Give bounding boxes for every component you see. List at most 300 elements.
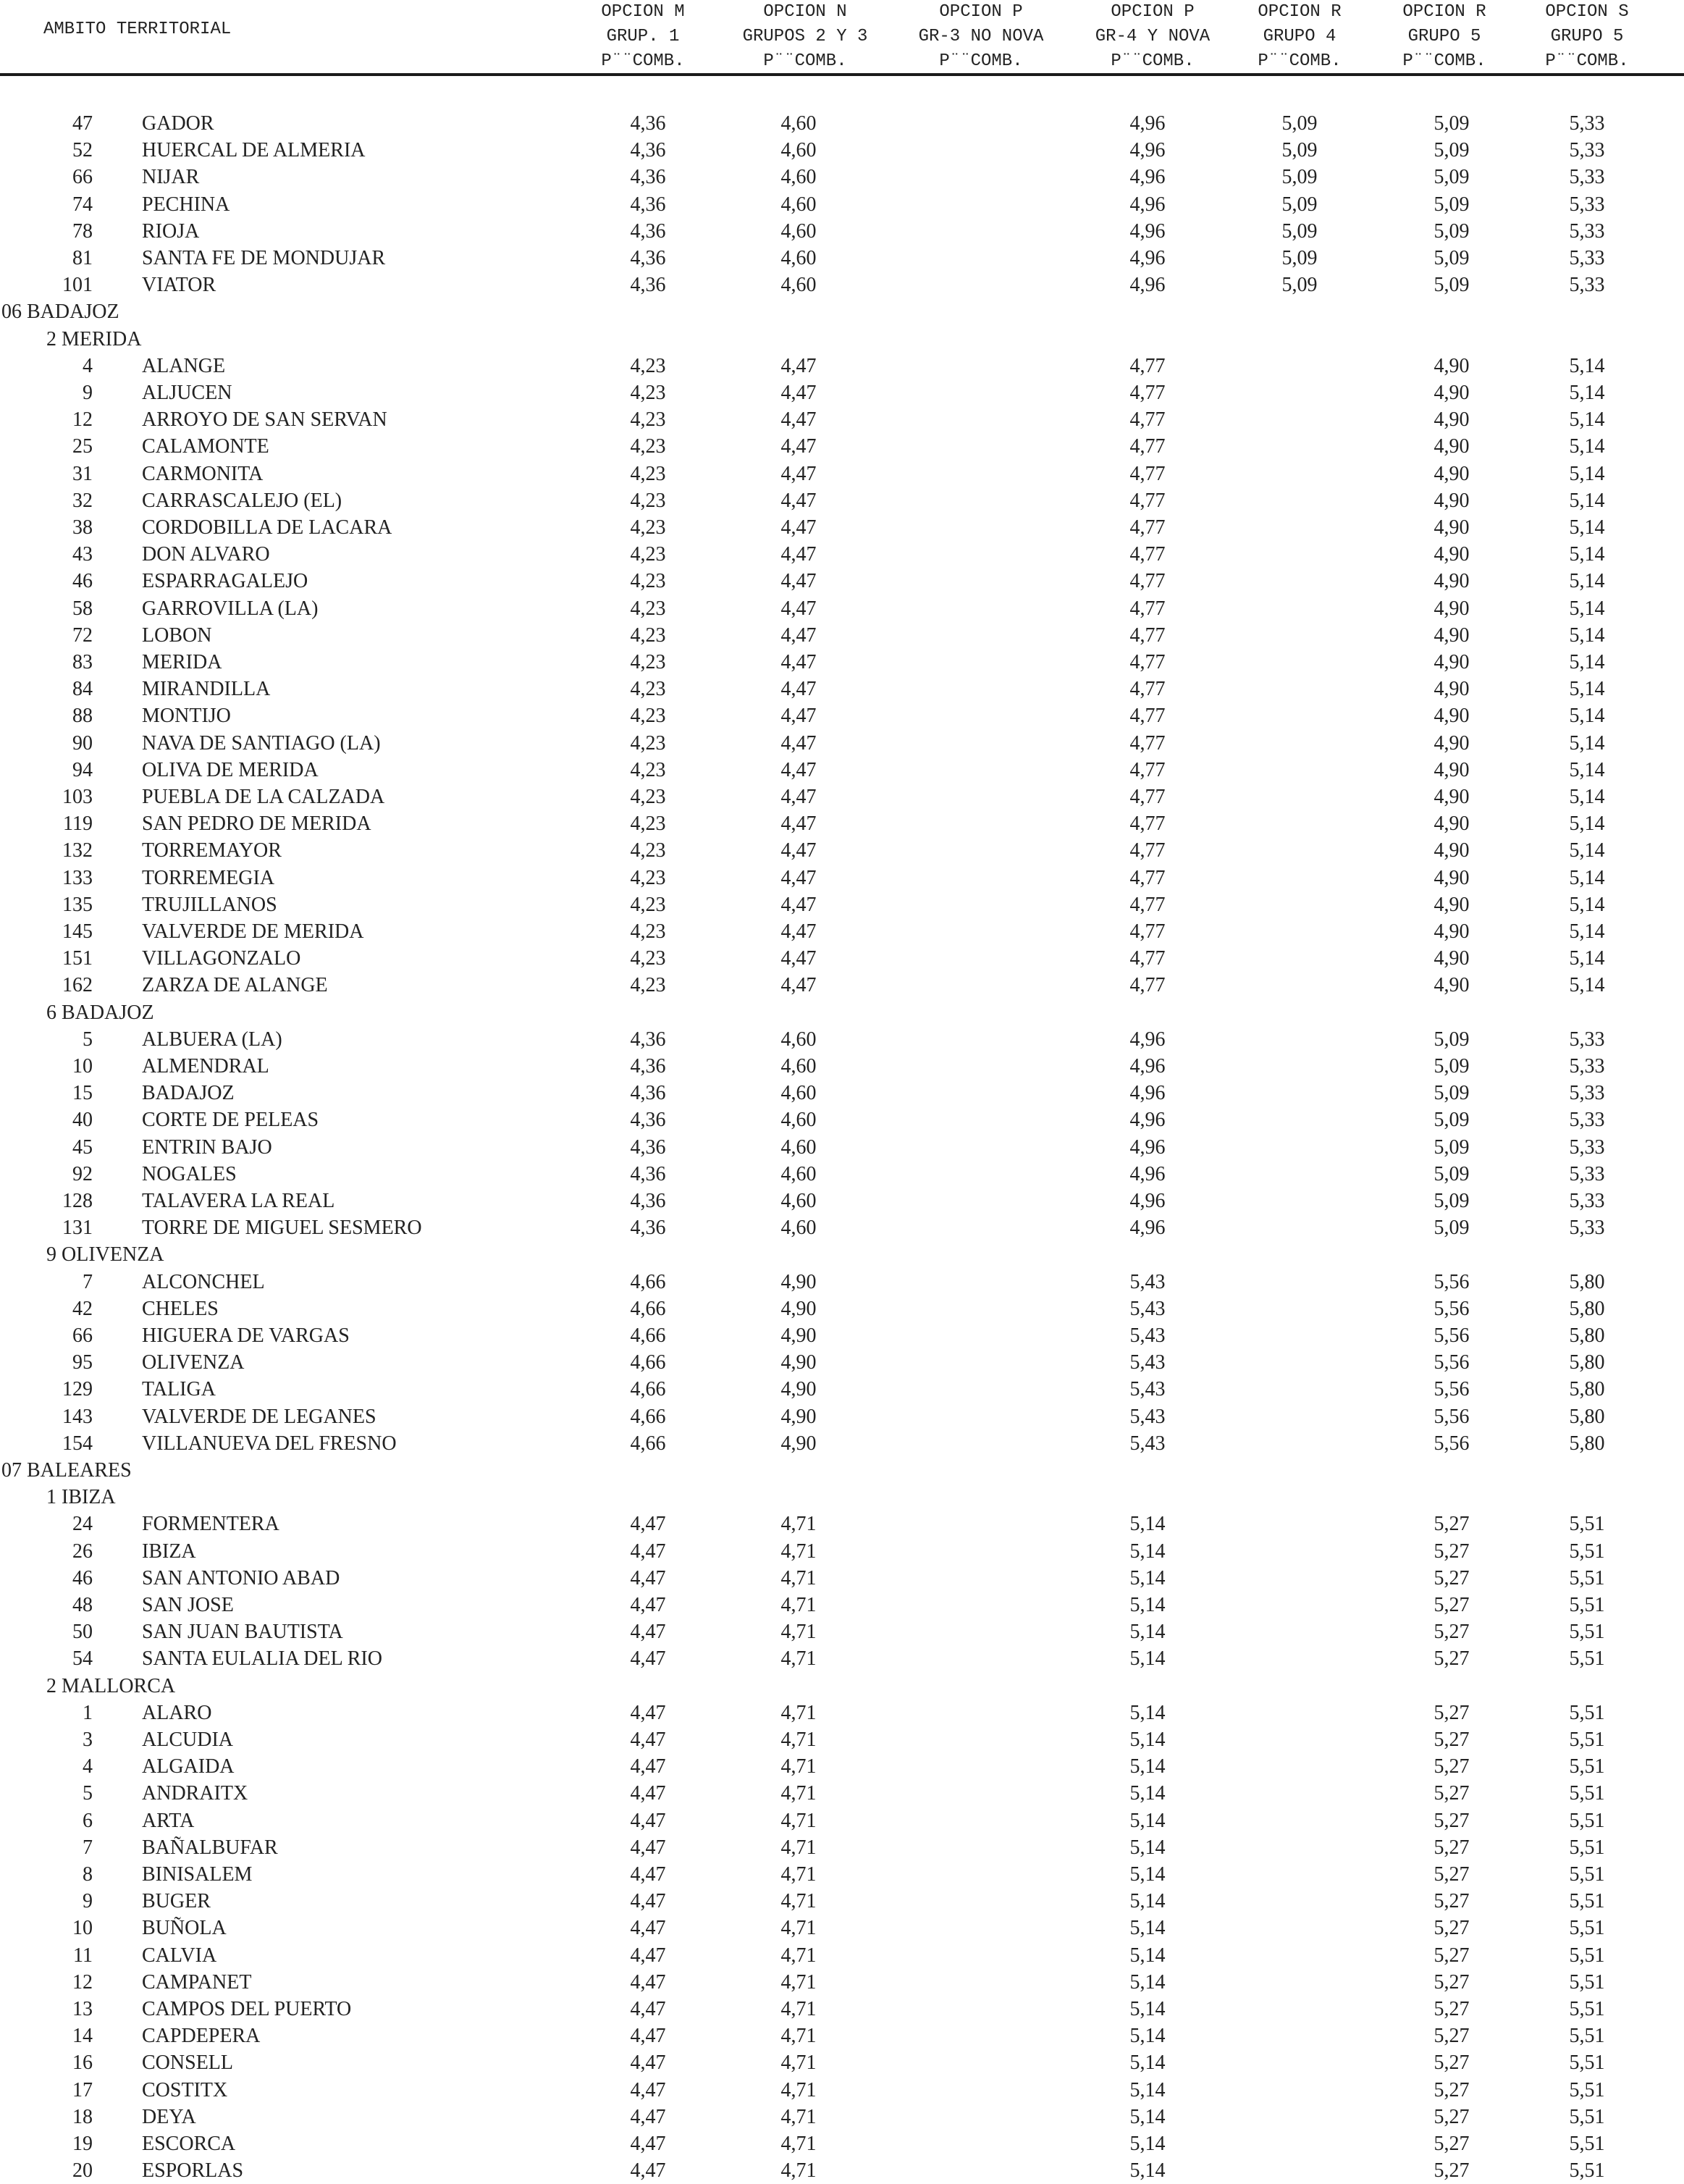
price-cell: 4,71 bbox=[780, 2105, 817, 2128]
price-cell: 4,90 bbox=[1433, 920, 1470, 943]
price-cell: 5,14 bbox=[1569, 678, 1605, 701]
price-cell: 4,47 bbox=[630, 2078, 666, 2101]
price-cell: 5,33 bbox=[1569, 1217, 1605, 1240]
price-cell: 4,77 bbox=[1129, 786, 1166, 808]
municipality-name: TORREMAYOR bbox=[142, 839, 282, 862]
table-row bbox=[0, 1349, 1684, 1376]
price-cell: 5,27 bbox=[1433, 1729, 1470, 1751]
price-cell: 4,60 bbox=[780, 1082, 817, 1105]
municipality-code: 135 bbox=[62, 893, 93, 916]
price-cell: 5,14 bbox=[1129, 1566, 1166, 1589]
price-cell: 4,66 bbox=[630, 1351, 666, 1374]
price-cell: 4,23 bbox=[630, 543, 666, 566]
table-row bbox=[0, 2157, 1684, 2184]
price-cell: 5,27 bbox=[1433, 1513, 1470, 1536]
municipality-name: CARMONITA bbox=[142, 462, 264, 485]
table-row bbox=[0, 353, 1684, 379]
municipality-name: ANDRAITX bbox=[142, 1782, 248, 1805]
municipality-code: 13 bbox=[72, 1998, 93, 2020]
price-cell: 4,90 bbox=[1433, 462, 1470, 485]
column-header-line: P¨¨COMB. bbox=[1258, 51, 1342, 71]
price-cell: 4,96 bbox=[1129, 1135, 1166, 1159]
price-cell: 5,14 bbox=[1129, 1647, 1166, 1671]
price-cell: 5,27 bbox=[1433, 1755, 1470, 1778]
municipality-name: SAN JOSE bbox=[142, 1594, 234, 1616]
table-row bbox=[0, 810, 1684, 837]
price-cell: 4,23 bbox=[630, 947, 666, 970]
price-cell: 4,90 bbox=[1433, 354, 1470, 377]
price-cell: 5,27 bbox=[1433, 2159, 1470, 2183]
table-row bbox=[0, 1753, 1684, 1780]
price-cell: 5,51 bbox=[1569, 1890, 1605, 1913]
municipality-name: ALBUERA (LA) bbox=[142, 1028, 282, 1051]
price-cell: 5,14 bbox=[1129, 1755, 1166, 1778]
municipality-code: 32 bbox=[72, 489, 93, 512]
price-cell: 5,27 bbox=[1433, 2078, 1470, 2101]
price-cell: 4,90 bbox=[1433, 435, 1470, 458]
municipality-code: 3 bbox=[83, 1729, 93, 1751]
municipality-code: 48 bbox=[72, 1594, 93, 1616]
municipality-name: ALARO bbox=[142, 1701, 212, 1724]
municipality-name: PECHINA bbox=[142, 193, 230, 216]
table-row bbox=[0, 2104, 1684, 2130]
table-row bbox=[0, 1780, 1684, 1807]
price-cell: 5,56 bbox=[1433, 1378, 1470, 1401]
price-cell: 4,71 bbox=[780, 1621, 817, 1644]
price-cell: 4,90 bbox=[1433, 974, 1470, 997]
price-cell: 4,47 bbox=[780, 623, 817, 647]
price-cell: 4,47 bbox=[780, 651, 817, 673]
municipality-code: 133 bbox=[62, 866, 93, 889]
price-cell: 5,33 bbox=[1569, 1190, 1605, 1212]
table-row bbox=[0, 1430, 1684, 1457]
column-header-line: P¨¨COMB. bbox=[763, 51, 847, 71]
price-cell: 4,71 bbox=[780, 1755, 817, 1778]
municipality-code: 119 bbox=[63, 812, 93, 836]
price-cell: 4,71 bbox=[780, 1863, 817, 1886]
price-cell: 5,33 bbox=[1569, 1028, 1605, 1051]
price-cell: 4,60 bbox=[780, 112, 817, 135]
price-cell: 5,14 bbox=[1569, 623, 1605, 647]
price-cell: 5,14 bbox=[1569, 947, 1605, 970]
price-cell: 5,27 bbox=[1433, 1566, 1470, 1589]
price-cell: 5,14 bbox=[1569, 570, 1605, 593]
price-cell: 5,51 bbox=[1569, 1944, 1605, 1967]
price-cell: 4,23 bbox=[630, 893, 666, 916]
price-cell: 5,14 bbox=[1569, 812, 1605, 836]
municipality-name: MERIDA bbox=[142, 651, 222, 673]
price-cell: 4,71 bbox=[780, 1809, 817, 1832]
price-cell: 5,80 bbox=[1569, 1405, 1605, 1428]
municipality-name: CAPDEPERA bbox=[142, 2025, 261, 2048]
price-cell: 5,51 bbox=[1569, 1540, 1605, 1563]
price-cell: 4,96 bbox=[1129, 219, 1166, 243]
price-cell: 4,90 bbox=[1433, 516, 1470, 539]
price-cell: 5,27 bbox=[1433, 1944, 1470, 1967]
price-cell: 5,33 bbox=[1569, 139, 1605, 162]
table-header bbox=[0, 0, 1684, 75]
price-cell: 4,71 bbox=[780, 2133, 817, 2155]
municipality-code: 162 bbox=[62, 974, 93, 997]
municipality-name: CORDOBILLA DE LACARA bbox=[142, 516, 392, 539]
price-cell: 4,23 bbox=[630, 705, 666, 728]
table-row bbox=[0, 1915, 1684, 1941]
zone-label: 2 MERIDA bbox=[46, 327, 142, 350]
table-row bbox=[0, 1996, 1684, 2023]
column-header-line: OPCION N bbox=[763, 2, 847, 22]
price-cell: 4,77 bbox=[1129, 408, 1166, 432]
price-cell: 4,90 bbox=[1433, 382, 1470, 404]
table-row bbox=[0, 1834, 1684, 1861]
column-header bbox=[718, 0, 892, 74]
price-cell: 5,14 bbox=[1129, 1998, 1166, 2020]
price-cell: 5,51 bbox=[1569, 2025, 1605, 2048]
table-row bbox=[0, 1322, 1684, 1349]
price-cell: 5,14 bbox=[1129, 2078, 1166, 2101]
price-cell: 5,14 bbox=[1569, 408, 1605, 432]
price-cell: 5,51 bbox=[1569, 1863, 1605, 1886]
price-cell: 5,14 bbox=[1129, 1809, 1166, 1832]
price-cell: 4,36 bbox=[630, 1190, 666, 1212]
price-cell: 4,96 bbox=[1129, 1028, 1166, 1051]
municipality-code: 12 bbox=[72, 1970, 93, 1994]
price-cell: 4,47 bbox=[630, 1917, 666, 1940]
price-cell: 4,71 bbox=[780, 1540, 817, 1563]
price-cell: 4,71 bbox=[780, 1944, 817, 1967]
price-cell: 5,14 bbox=[1569, 705, 1605, 728]
price-cell: 4,47 bbox=[630, 1998, 666, 2020]
municipality-name: BUÑOLA bbox=[142, 1917, 227, 1940]
price-cell: 5,27 bbox=[1433, 1647, 1470, 1671]
table-row bbox=[0, 379, 1684, 406]
column-header-line: GRUPO 4 bbox=[1263, 27, 1336, 46]
price-cell: 4,71 bbox=[780, 1998, 817, 2020]
price-cell: 5,51 bbox=[1569, 2159, 1605, 2183]
price-cell: 5,14 bbox=[1129, 1890, 1166, 1913]
price-cell: 4,47 bbox=[630, 1755, 666, 1778]
price-cell: 4,77 bbox=[1129, 597, 1166, 620]
municipality-name: SAN JUAN BAUTISTA bbox=[142, 1621, 343, 1644]
price-cell: 5,33 bbox=[1569, 1162, 1605, 1185]
price-cell: 5,51 bbox=[1569, 1513, 1605, 1536]
price-cell: 4,77 bbox=[1129, 974, 1166, 997]
price-cell: 5,09 bbox=[1433, 139, 1470, 162]
table-row bbox=[0, 1618, 1684, 1645]
municipality-name: CALVIA bbox=[142, 1944, 217, 1967]
table-row bbox=[0, 218, 1684, 245]
price-cell: 4,90 bbox=[1433, 812, 1470, 836]
price-cell: 5,51 bbox=[1569, 1701, 1605, 1724]
price-cell: 5,27 bbox=[1433, 1998, 1470, 2020]
price-cell: 4,60 bbox=[780, 1028, 817, 1051]
price-cell: 5,14 bbox=[1569, 974, 1605, 997]
province-heading bbox=[0, 1457, 1684, 1484]
price-cell: 4,23 bbox=[630, 382, 666, 404]
price-cell: 4,23 bbox=[630, 920, 666, 943]
municipality-name: COSTITX bbox=[142, 2078, 228, 2101]
price-cell: 5,14 bbox=[1569, 920, 1605, 943]
price-cell: 4,36 bbox=[630, 139, 666, 162]
table-row bbox=[0, 433, 1684, 460]
price-cell: 4,90 bbox=[780, 1297, 817, 1320]
price-cell: 4,36 bbox=[630, 219, 666, 243]
price-cell: 5,14 bbox=[1129, 1513, 1166, 1536]
price-cell: 5,27 bbox=[1433, 1809, 1470, 1832]
price-cell: 5,14 bbox=[1129, 1970, 1166, 1994]
price-cell: 5,56 bbox=[1433, 1324, 1470, 1347]
municipality-name: CAMPOS DEL PUERTO bbox=[142, 1998, 352, 2020]
table-row bbox=[0, 1538, 1684, 1565]
price-cell: 5,09 bbox=[1433, 1082, 1470, 1105]
price-cell: 5,51 bbox=[1569, 1621, 1605, 1644]
price-cell: 4,96 bbox=[1129, 139, 1166, 162]
price-cell: 4,71 bbox=[780, 1917, 817, 1940]
price-cell: 4,77 bbox=[1129, 462, 1166, 485]
price-cell: 4,77 bbox=[1129, 812, 1166, 836]
price-cell: 5,51 bbox=[1569, 2105, 1605, 2128]
price-cell: 5,51 bbox=[1569, 1836, 1605, 1859]
price-cell: 4,77 bbox=[1129, 920, 1166, 943]
municipality-code: 90 bbox=[72, 731, 93, 755]
price-cell: 5,09 bbox=[1281, 112, 1318, 135]
price-cell: 5,09 bbox=[1433, 1055, 1470, 1078]
table-row bbox=[0, 1376, 1684, 1403]
municipality-code: 31 bbox=[72, 462, 93, 485]
municipality-code: 47 bbox=[72, 112, 93, 135]
municipality-name: TRUJILLANOS bbox=[142, 893, 277, 916]
price-cell: 4,23 bbox=[630, 408, 666, 432]
municipality-code: 10 bbox=[72, 1917, 93, 1940]
table-row bbox=[0, 1106, 1684, 1133]
column-header-line: OPCION R bbox=[1402, 2, 1486, 22]
table-row bbox=[0, 622, 1684, 649]
price-cell: 4,47 bbox=[630, 1729, 666, 1751]
price-cell: 4,47 bbox=[780, 731, 817, 755]
price-cell: 4,71 bbox=[780, 2051, 817, 2075]
table-row bbox=[0, 1726, 1684, 1753]
price-cell: 5,14 bbox=[1129, 2051, 1166, 2075]
price-cell: 5,14 bbox=[1129, 1540, 1166, 1563]
price-cell: 5,33 bbox=[1569, 274, 1605, 297]
municipality-name: NIJAR bbox=[142, 166, 200, 189]
price-cell: 4,71 bbox=[780, 1701, 817, 1724]
price-cell: 5,14 bbox=[1569, 462, 1605, 485]
price-cell: 4,66 bbox=[630, 1378, 666, 1401]
price-cell: 4,47 bbox=[630, 1809, 666, 1832]
municipality-code: 128 bbox=[62, 1190, 93, 1212]
price-cell: 4,96 bbox=[1129, 1082, 1166, 1105]
province-label: 06 BADAJOZ bbox=[1, 301, 119, 324]
price-cell: 4,96 bbox=[1129, 166, 1166, 189]
price-cell: 4,71 bbox=[780, 2078, 817, 2101]
price-cell: 4,71 bbox=[780, 1729, 817, 1751]
column-header bbox=[894, 0, 1068, 74]
price-cell: 5,14 bbox=[1129, 2025, 1166, 2048]
price-cell: 5,27 bbox=[1433, 1594, 1470, 1616]
price-cell: 4,47 bbox=[780, 435, 817, 458]
table-row bbox=[0, 406, 1684, 433]
price-cell: 5,14 bbox=[1129, 1917, 1166, 1940]
table-row bbox=[0, 568, 1684, 595]
column-header-line: OPCION M bbox=[601, 2, 685, 22]
price-cell: 4,71 bbox=[780, 2159, 817, 2183]
municipality-name: TALAVERA LA REAL bbox=[142, 1190, 335, 1212]
price-cell: 5,43 bbox=[1129, 1324, 1166, 1347]
province-heading bbox=[0, 298, 1684, 325]
municipality-code: 50 bbox=[72, 1621, 93, 1644]
ambito-header: AMBITO TERRITORIAL bbox=[43, 20, 232, 39]
price-cell: 4,71 bbox=[780, 2025, 817, 2048]
municipality-code: 4 bbox=[83, 354, 93, 377]
price-cell: 4,60 bbox=[780, 166, 817, 189]
price-cell: 4,47 bbox=[780, 786, 817, 808]
price-cell: 4,47 bbox=[630, 1621, 666, 1644]
column-header-line: P¨¨COMB. bbox=[939, 51, 1023, 71]
municipality-code: 25 bbox=[72, 435, 93, 458]
price-cell: 4,60 bbox=[780, 1217, 817, 1240]
price-cell: 5,09 bbox=[1281, 247, 1318, 269]
price-cell: 4,77 bbox=[1129, 382, 1166, 404]
price-cell: 4,90 bbox=[1433, 705, 1470, 728]
price-cell: 4,47 bbox=[780, 543, 817, 566]
price-cell: 4,90 bbox=[1433, 893, 1470, 916]
table-row bbox=[0, 649, 1684, 676]
price-cell: 5,14 bbox=[1569, 866, 1605, 889]
municipality-name: SANTA EULALIA DEL RIO bbox=[142, 1647, 382, 1671]
price-cell: 4,47 bbox=[780, 570, 817, 593]
price-cell: 5,80 bbox=[1569, 1351, 1605, 1374]
municipality-code: 52 bbox=[72, 139, 93, 162]
price-cell: 4,47 bbox=[780, 893, 817, 916]
price-cell: 4,23 bbox=[630, 462, 666, 485]
price-cell: 5,09 bbox=[1433, 193, 1470, 216]
municipality-name: BUGER bbox=[142, 1890, 211, 1913]
price-cell: 4,23 bbox=[630, 786, 666, 808]
municipality-name: TALIGA bbox=[142, 1378, 216, 1401]
price-cell: 5,51 bbox=[1569, 1809, 1605, 1832]
municipality-name: OLIVA DE MERIDA bbox=[142, 758, 319, 781]
zone-label: 1 IBIZA bbox=[46, 1486, 116, 1509]
price-cell: 4,90 bbox=[780, 1405, 817, 1428]
price-cell: 4,77 bbox=[1129, 651, 1166, 673]
price-cell: 4,23 bbox=[630, 354, 666, 377]
price-cell: 4,47 bbox=[780, 839, 817, 862]
price-cell: 5,80 bbox=[1569, 1378, 1605, 1401]
price-cell: 5,51 bbox=[1569, 2133, 1605, 2155]
municipality-name: HIGUERA DE VARGAS bbox=[142, 1324, 350, 1347]
municipality-code: 1 bbox=[83, 1701, 93, 1724]
price-cell: 5,80 bbox=[1569, 1324, 1605, 1347]
price-cell: 4,23 bbox=[630, 435, 666, 458]
municipality-name: DON ALVARO bbox=[142, 543, 270, 566]
municipality-name: MIRANDILLA bbox=[142, 678, 271, 701]
price-cell: 4,47 bbox=[630, 2051, 666, 2075]
municipality-code: 26 bbox=[72, 1540, 93, 1563]
price-cell: 5,51 bbox=[1569, 1782, 1605, 1805]
price-cell: 5,14 bbox=[1129, 1594, 1166, 1616]
municipality-code: 88 bbox=[72, 705, 93, 728]
price-cell: 5,09 bbox=[1433, 166, 1470, 189]
municipality-code: 54 bbox=[72, 1647, 93, 1671]
price-cell: 5,51 bbox=[1569, 2051, 1605, 2075]
price-cell: 5,27 bbox=[1433, 1836, 1470, 1859]
price-cell: 4,23 bbox=[630, 758, 666, 781]
price-cell: 4,96 bbox=[1129, 1190, 1166, 1212]
municipality-code: 10 bbox=[72, 1055, 93, 1078]
price-cell: 4,47 bbox=[780, 678, 817, 701]
municipality-name: HUERCAL DE ALMERIA bbox=[142, 139, 366, 162]
price-cell: 4,90 bbox=[1433, 651, 1470, 673]
price-cell: 4,77 bbox=[1129, 570, 1166, 593]
price-cell: 5,14 bbox=[1569, 435, 1605, 458]
price-cell: 4,90 bbox=[780, 1324, 817, 1347]
price-cell: 4,47 bbox=[780, 489, 817, 512]
table-row bbox=[0, 1080, 1684, 1106]
price-cell: 5,33 bbox=[1569, 1135, 1605, 1159]
price-cell: 4,66 bbox=[630, 1432, 666, 1455]
column-header-line: OPCION P bbox=[1111, 2, 1195, 22]
table-row bbox=[0, 1592, 1684, 1618]
municipality-code: 46 bbox=[72, 1566, 93, 1589]
municipality-name: ESPARRAGALEJO bbox=[142, 570, 308, 593]
table-row bbox=[0, 2023, 1684, 2049]
column-header-line: OPCION R bbox=[1258, 2, 1342, 22]
municipality-name: CALAMONTE bbox=[142, 435, 269, 458]
price-cell: 5,14 bbox=[1569, 354, 1605, 377]
price-cell: 5,51 bbox=[1569, 1998, 1605, 2020]
table-row bbox=[0, 1700, 1684, 1726]
municipality-code: 66 bbox=[72, 166, 93, 189]
price-cell: 4,47 bbox=[630, 1540, 666, 1563]
price-cell: 4,47 bbox=[630, 1970, 666, 1994]
table-row bbox=[0, 1214, 1684, 1241]
price-cell: 5,14 bbox=[1569, 893, 1605, 916]
price-cell: 4,60 bbox=[780, 1135, 817, 1159]
price-cell: 4,77 bbox=[1129, 543, 1166, 566]
price-cell: 4,77 bbox=[1129, 731, 1166, 755]
municipality-name: ALCONCHEL bbox=[142, 1270, 265, 1293]
table-row bbox=[0, 1161, 1684, 1188]
table-row bbox=[0, 1511, 1684, 1537]
price-cell: 5,43 bbox=[1129, 1405, 1166, 1428]
price-cell: 5,09 bbox=[1433, 274, 1470, 297]
zone-heading bbox=[0, 1484, 1684, 1511]
price-cell: 5,56 bbox=[1433, 1432, 1470, 1455]
price-cell: 4,77 bbox=[1129, 947, 1166, 970]
price-cell: 5,43 bbox=[1129, 1432, 1166, 1455]
price-cell: 5,27 bbox=[1433, 1782, 1470, 1805]
municipality-name: BAÑALBUFAR bbox=[142, 1836, 278, 1859]
price-cell: 4,47 bbox=[780, 758, 817, 781]
price-cell: 5,14 bbox=[1569, 597, 1605, 620]
municipality-name: CAMPANET bbox=[142, 1970, 252, 1994]
table-row bbox=[0, 757, 1684, 784]
table-row bbox=[0, 891, 1684, 918]
price-cell: 5,14 bbox=[1129, 1729, 1166, 1751]
price-cell: 4,90 bbox=[780, 1351, 817, 1374]
price-cell: 5,14 bbox=[1129, 2105, 1166, 2128]
municipality-code: 83 bbox=[72, 651, 93, 673]
column-header-line: OPCION P bbox=[939, 2, 1023, 22]
price-cell: 4,47 bbox=[630, 1890, 666, 1913]
municipality-code: 131 bbox=[62, 1217, 93, 1240]
table-row bbox=[0, 245, 1684, 272]
price-cell: 5,43 bbox=[1129, 1297, 1166, 1320]
price-cell: 5,80 bbox=[1569, 1270, 1605, 1293]
price-cell: 5,14 bbox=[1569, 516, 1605, 539]
table-row bbox=[0, 702, 1684, 729]
table-row bbox=[0, 1942, 1684, 1969]
